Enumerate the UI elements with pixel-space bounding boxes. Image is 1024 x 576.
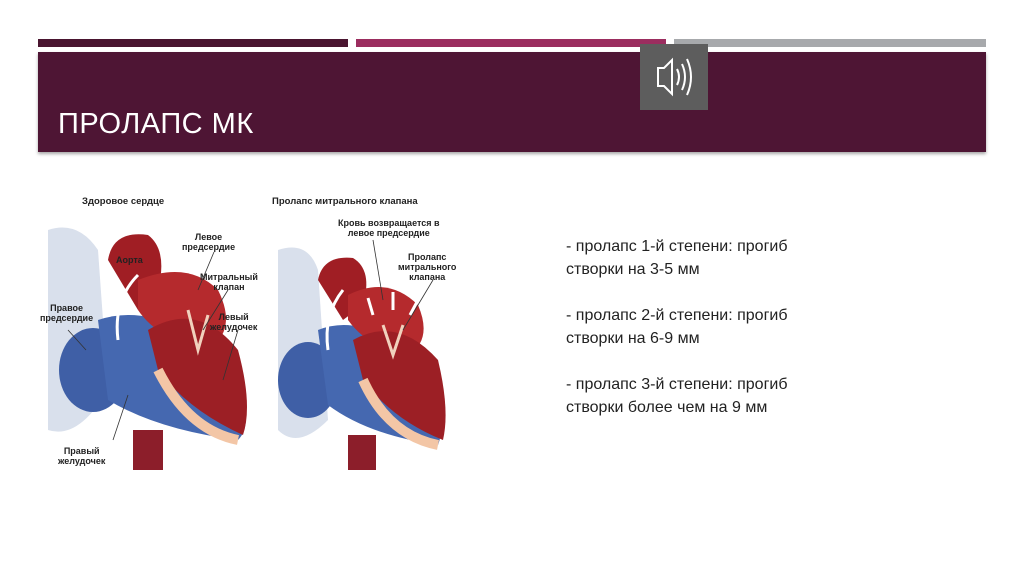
label-right-ventricle: Правый желудочек bbox=[58, 446, 106, 466]
label-left-atrium: Левое предсердие bbox=[182, 232, 236, 252]
audio-button[interactable] bbox=[640, 44, 708, 110]
label-blood-returns: Кровь возвращается в левое предсердие bbox=[338, 218, 440, 238]
bullet-line: - пролапс 1-й степени: прогиб bbox=[566, 238, 788, 255]
label-prolapse-valve: Пролапс митрального клапана bbox=[398, 252, 457, 282]
label-aorta: Аорта bbox=[116, 255, 143, 265]
bullet-line: створки более чем на 9 мм bbox=[566, 399, 768, 416]
bullet-line: створки на 3-5 мм bbox=[566, 261, 700, 278]
bullet-list bbox=[566, 235, 896, 442]
decor-strip-magenta bbox=[356, 39, 666, 47]
bullet-item-1 bbox=[566, 235, 896, 281]
speaker-icon bbox=[640, 44, 708, 110]
title-band bbox=[38, 52, 986, 152]
bullet-line: - пролапс 2-й степени: прогиб bbox=[566, 307, 788, 324]
slide-title: ПРОЛАПС МК bbox=[58, 108, 254, 140]
bullet-item-2 bbox=[566, 304, 896, 350]
bullet-line: створки на 6-9 мм bbox=[566, 330, 700, 347]
label-right-atrium: Правое предсердие bbox=[40, 303, 94, 323]
decor-strip-dark bbox=[38, 39, 348, 47]
label-mitral-valve: Митральный клапан bbox=[200, 272, 258, 292]
heart-illustration bbox=[38, 190, 478, 480]
bullet-item-3 bbox=[566, 373, 896, 419]
bullet-line: - пролапс 3-й степени: прогиб bbox=[566, 376, 788, 393]
healthy-heart-heading: Здоровое сердце bbox=[82, 196, 165, 207]
decor-strip-gray bbox=[674, 39, 986, 47]
healthy-heart-drawing bbox=[48, 228, 247, 471]
prolapse-heart-heading: Пролапс митрального клапана bbox=[272, 196, 418, 207]
label-left-ventricle: Левый желудочек bbox=[210, 312, 258, 332]
